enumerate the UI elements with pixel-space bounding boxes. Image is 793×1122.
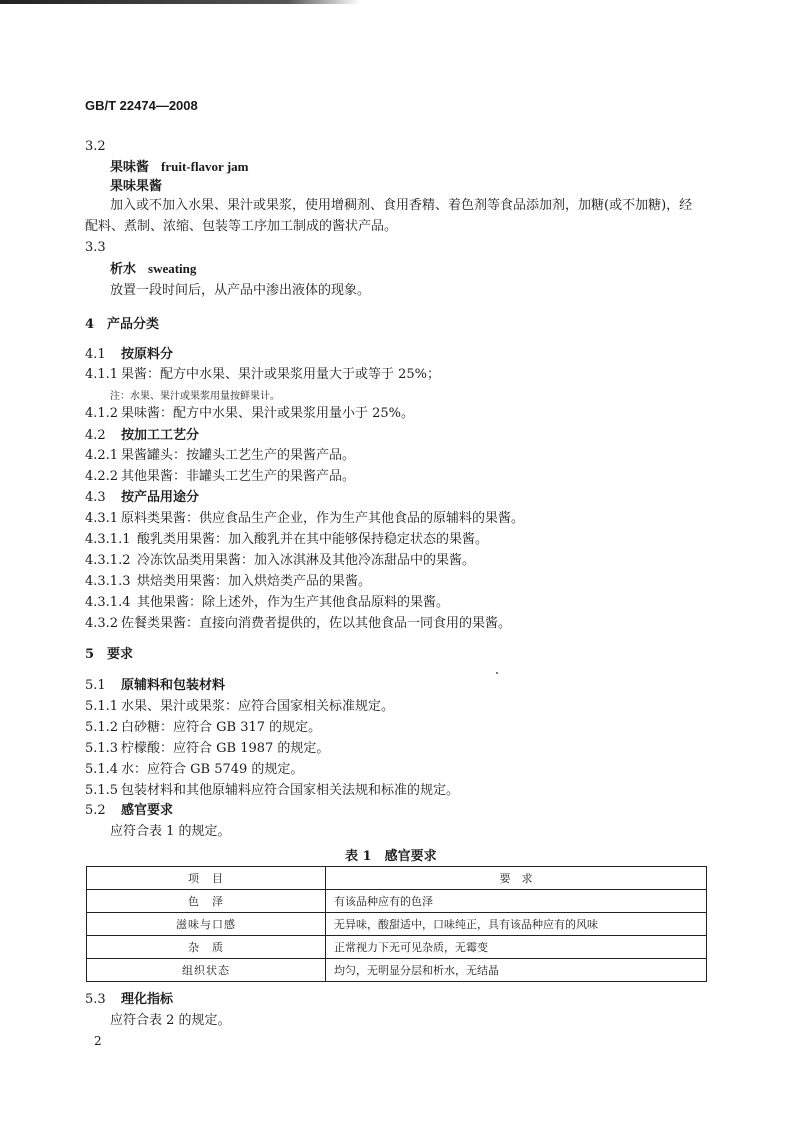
- clause-5-1-3: 5.1.3 柠檬酸：应符合 GB 1987 的规定。: [85, 741, 330, 756]
- row-requirement: 有该品种应有的色泽: [326, 890, 707, 913]
- clause-5-1: 5.1 原辅料和包装材料: [85, 678, 226, 693]
- clause-4-3-1-3: 4.3.1.3 烘焙类用果酱：加入烘焙类产品的果酱。: [85, 574, 372, 589]
- term-en: sweating: [148, 261, 197, 276]
- clause-4-1: 4.1 按原料分: [85, 347, 174, 362]
- note: 注：水果、果汁或果浆用量按鲜果计。: [110, 391, 280, 402]
- clause-4-3-1-2: 4.3.1.2 冷冻饮品类用果酱：加入冰淇淋及其他冷冻甜品中的果酱。: [85, 553, 476, 568]
- row-requirement: 均匀，无明显分层和析水，无结晶: [326, 959, 707, 982]
- term-sweating: [110, 260, 196, 278]
- clause-4-3-2: 4.3.2 佐餐类果酱：直接向消费者提供的，佐以其他食品一同食用的果酱。: [85, 616, 512, 631]
- clause-4-3-1-1: 4.3.1.1 酸乳类用果酱：加入酸乳并在其中能够保持稳定状态的果酱。: [85, 532, 489, 547]
- clause-3-2-number: 3.2: [85, 139, 106, 154]
- clause-4-2-1: 4.2.1 果酱罐头：按罐头工艺生产的果酱产品。: [85, 448, 356, 463]
- clause-4-3-1-4: 4.3.1.4 其他果酱：除上述外，作为生产其他食品原料的果酱。: [85, 595, 450, 610]
- clause-4-1-2: 4.1.2 果味酱：配方中水果、果汁或果浆用量小于 25%。: [85, 406, 415, 421]
- clause-3-3-number: 3.3: [85, 240, 106, 255]
- section-5-heading: 5 要求: [85, 647, 134, 662]
- clause-5-2: 5.2 感官要求: [85, 803, 174, 818]
- table-row: [87, 890, 707, 913]
- term-fruit-flavor-jam: [110, 158, 249, 176]
- scan-edge-bar: [0, 0, 360, 4]
- term-synonym: 果味果酱: [110, 179, 163, 194]
- definition-line-1: 加入或不加入水果、果汁或果浆，使用增稠剂、食用香精、着色剂等食品添加剂，加糖(或不加糖)，经: [110, 198, 693, 213]
- sweating-definition: 放置一段时间后，从产品中渗出液体的现象。: [110, 283, 371, 298]
- scan-speck: [496, 672, 498, 674]
- row-item: 滋味与口感: [87, 913, 326, 936]
- row-item: 组织状态: [87, 959, 326, 982]
- section-4-heading: 4 产品分类: [85, 317, 160, 332]
- clause-5-3-text: 应符合表 2 的规定。: [110, 1013, 231, 1028]
- page-number: 2: [94, 1034, 102, 1048]
- row-item: 色 泽: [87, 890, 326, 913]
- clause-5-1-4: 5.1.4 水：应符合 GB 5749 的规定。: [85, 762, 304, 777]
- clause-5-1-5: 5.1.5 包装材料和其他原辅料应符合国家相关法规和标准的规定。: [85, 783, 460, 798]
- row-requirement: 无异味，酸甜适中，口味纯正，具有该品种应有的风味: [326, 913, 707, 936]
- header-item: 项 目: [87, 867, 326, 890]
- standard-code-header: GB/T 22474—2008: [85, 98, 198, 113]
- sensory-requirements-table: [86, 866, 707, 982]
- clause-5-1-1: 5.1.1 水果、果汁或果浆：应符合国家相关标准规定。: [85, 699, 395, 714]
- term-cn: 果味酱: [110, 160, 150, 175]
- header-requirement: 要 求: [326, 867, 707, 890]
- table-row: [87, 913, 707, 936]
- row-item: 杂 质: [87, 936, 326, 959]
- clause-5-2-text: 应符合表 1 的规定。: [110, 824, 231, 839]
- clause-4-2: 4.2 按加工工艺分: [85, 428, 200, 443]
- table-1-caption: 表 1 感官要求: [345, 849, 437, 864]
- term-en: fruit-flavor jam: [161, 159, 249, 174]
- table-row: [87, 959, 707, 982]
- table-header-row: [87, 867, 707, 890]
- definition-line-2: 配料、煮制、浓缩、包装等工序加工制成的酱状产品。: [85, 219, 398, 234]
- clause-4-2-2: 4.2.2 其他果酱：非罐头工艺生产的果酱产品。: [85, 469, 356, 484]
- clause-5-3: 5.3 理化指标: [85, 992, 174, 1007]
- clause-4-1-1: 4.1.1 果酱：配方中水果、果汁或果浆用量大于或等于 25%；: [85, 367, 441, 382]
- row-requirement: 正常视力下无可见杂质，无霉变: [326, 936, 707, 959]
- clause-4-3: 4.3 按产品用途分: [85, 490, 200, 505]
- term-cn: 析水: [110, 262, 137, 277]
- clause-5-1-2: 5.1.2 白砂糖：应符合 GB 317 的规定。: [85, 720, 322, 735]
- clause-4-3-1: 4.3.1 原料类果酱：供应食品生产企业，作为生产其他食品的原辅料的果酱。: [85, 511, 525, 526]
- table-row: [87, 936, 707, 959]
